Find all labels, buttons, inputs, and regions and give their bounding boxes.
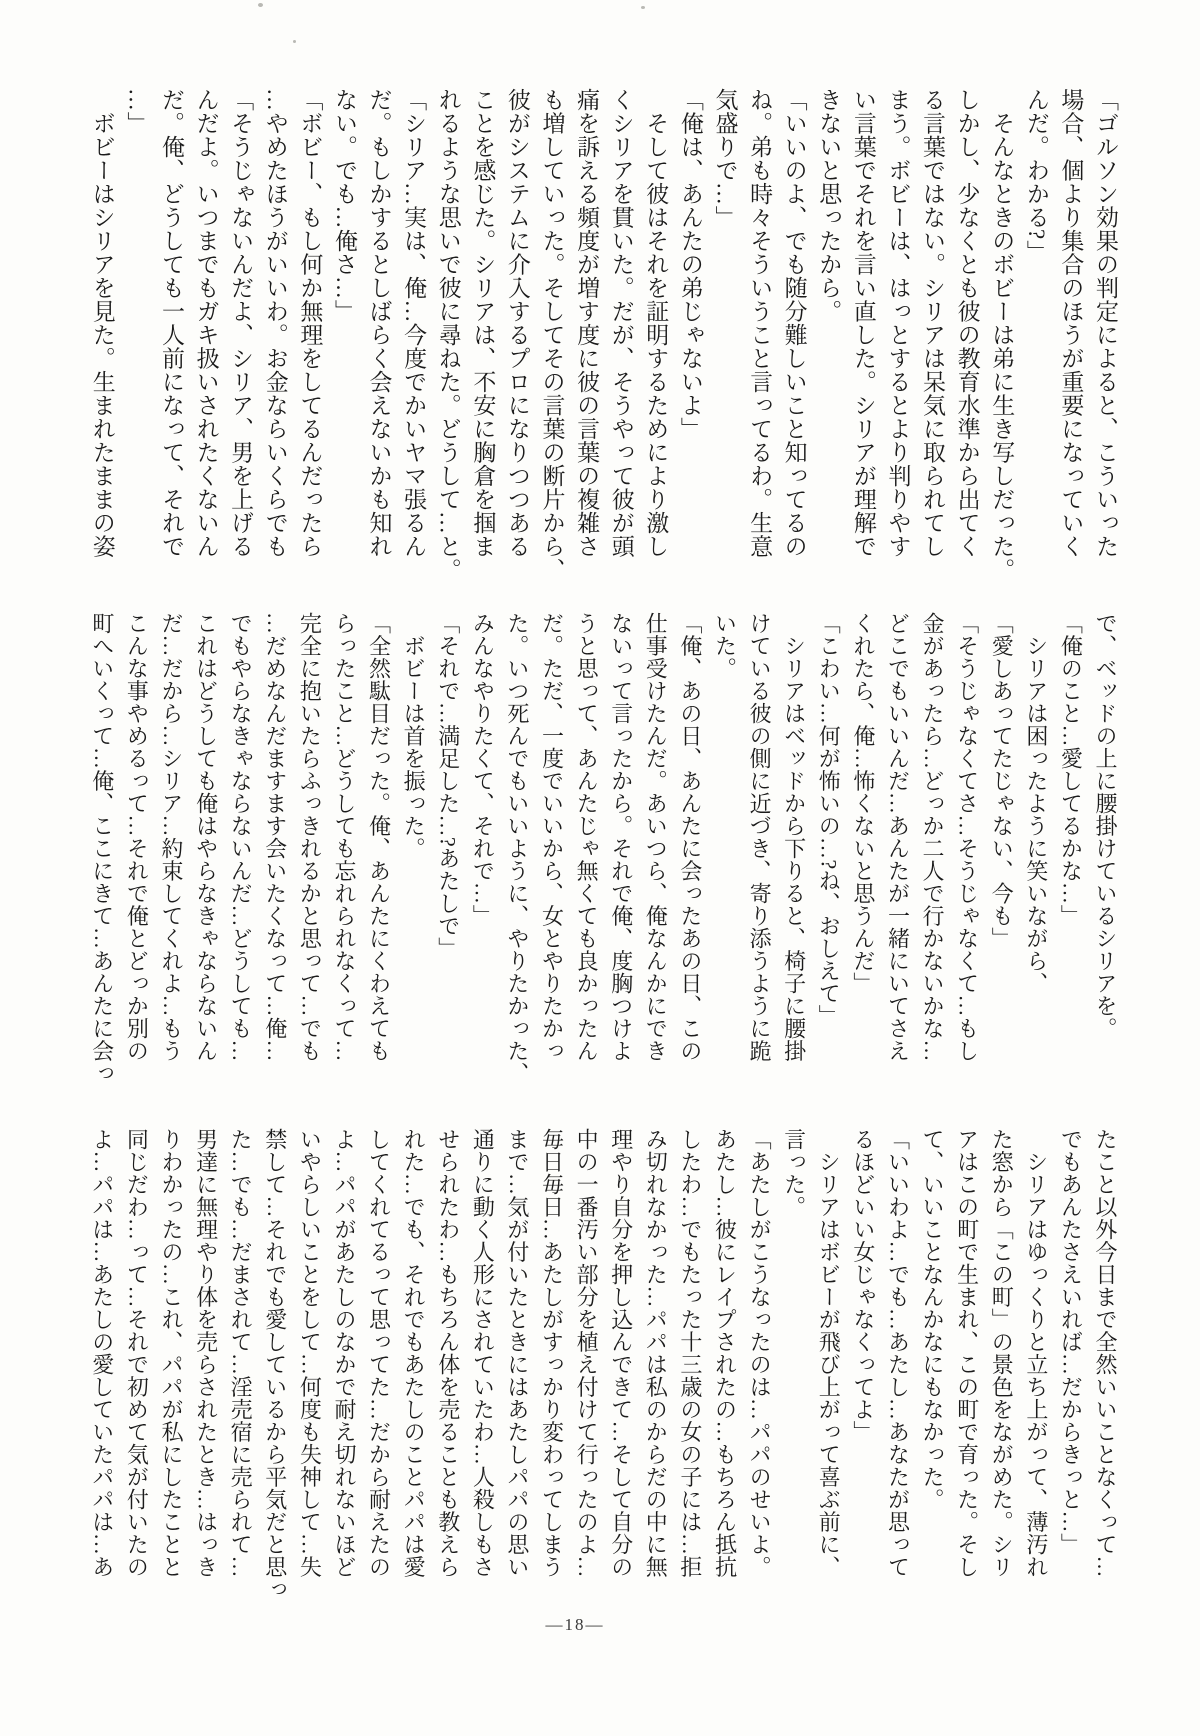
text-column: 彼がシステムに介入するプロになりつつある — [504, 88, 530, 558]
text-column: たこと以外今日まで全然いいことなくって… — [1093, 1128, 1118, 1578]
text-column: 「そうじゃなくてさ…そうじゃなくて…もし — [954, 612, 980, 1062]
text-column: りわかったの…これ、パパが私にしたことと — [158, 1128, 184, 1578]
text-column: ない。でも…俺さ…」 — [331, 88, 357, 323]
text-column: いやらしいことをして…何度も失神して…失 — [297, 1128, 323, 1578]
text-column: そして彼はそれを証明するためにより激し — [643, 88, 669, 558]
text-column: 「こわい…何が怖いの…?ね、おしえて」 — [816, 612, 842, 1028]
text-column: 「俺は、あんたの弟じゃないよ」 — [677, 88, 703, 441]
text-column: た。いつ死んでもいいように、やりたかった、 — [504, 612, 530, 1085]
text-column: れるような思いで彼に尋ねた。どうして…と。 — [435, 88, 461, 582]
text-column: …やめたほうがいいわ。お金ならいくらでも — [262, 88, 288, 558]
text-column: まう。ボビーは、はっとするとより判りやす — [885, 88, 911, 558]
text-column: 理やり自分を押し込んできて…そして自分の — [608, 1128, 634, 1578]
text-column: まで…気が付いたときにはあたしパパの思い — [504, 1128, 530, 1578]
text-column: けている彼の側に近づき、寄り添うように跪 — [747, 612, 773, 1062]
text-column: で、ベッドの上に腰掛けているシリアを。 — [1093, 612, 1118, 1040]
text-column: シリアは困ったように笑いながら、 — [1023, 612, 1049, 995]
text-column: 毎日毎日…あたしがすっかり変わってしまう — [539, 1128, 565, 1578]
text-column: 中の一番汚い部分を植え付けて行ったのよ… — [574, 1128, 600, 1578]
text-column: 「シリア…実は、俺…今度でかいヤマ張るん — [401, 88, 427, 558]
text-column: くれたら、俺…怖くないと思うんだ」 — [850, 612, 876, 995]
text-column: 「あたしがこうなったのは…パパのせいよ。 — [747, 1128, 773, 1578]
text-column: あたし…彼にレイプされたの…もちろん抵抗 — [712, 1128, 738, 1578]
text-column: くシリアを貫いた。だが、そうやって彼が頭 — [608, 88, 634, 558]
text-column: ね。弟も時々そういうこと言ってるわ。生意 — [747, 88, 773, 558]
text-column: い言葉でそれを言い直した。シリアが理解で — [850, 88, 876, 558]
text-column: 「そうじゃないんだよ、シリア、男を上げる — [228, 88, 254, 558]
text-band-middle — [84, 612, 1122, 1090]
text-column: らったこと…どうしても忘れられなくって… — [331, 612, 357, 1062]
text-column: よ…パパは…あたしの愛していたパパは…あ — [89, 1128, 115, 1578]
text-column: シリアはベッドから下りると、椅子に腰掛 — [781, 612, 807, 1062]
text-column: こんな事やめるって…それで俺とどっか別の — [124, 612, 150, 1062]
scan-speck — [258, 3, 263, 7]
text-column: してくれてるって思ってた…だから耐えたの — [366, 1128, 392, 1578]
text-column: でもあんたさえいれば…だからきっと…」 — [1058, 1128, 1084, 1556]
text-column: 「全然駄目だった。俺、あんたにくわえても — [366, 612, 392, 1062]
text-column: しかし、少なくとも彼の教育水準から出てく — [954, 88, 980, 558]
text-column: みんなやりたくて、それで…」 — [470, 612, 496, 927]
page-number: —18— — [545, 1615, 605, 1634]
text-column: 金があったら…どっか二人で行かないかな… — [920, 612, 946, 1062]
text-column: 「ゴルソン効果の判定によると、こういった — [1093, 88, 1118, 558]
text-column: だ…だから…シリア…約束してくれよ…もう — [158, 612, 184, 1062]
text-column: だ。もしかするとしばらく会えないかも知れ — [366, 88, 392, 558]
text-column: 「ボビー、もし何か無理をしてるんだったら — [297, 88, 323, 558]
text-column: きないと思ったから。 — [816, 88, 842, 323]
text-column: 言った。 — [781, 1128, 807, 1218]
text-column: 仕事受けたんだ。あいつら、俺なんかにでき — [643, 612, 669, 1062]
text-column: ボビーは首を振った。 — [401, 612, 427, 860]
text-column: したわ…でもたった十三歳の女の子には…拒 — [677, 1128, 703, 1578]
text-column: 「それで…満足した…?あたしで」 — [435, 612, 461, 960]
text-column: …だめなんだますます会いたくなって…俺… — [262, 612, 288, 1062]
text-column: も増していった。そしてその言葉の断片から、 — [539, 88, 565, 582]
text-column: 「俺のこと…愛してるかな…」 — [1058, 612, 1084, 927]
text-column: ことを感じた。シリアは、不安に胸倉を掴ま — [470, 88, 496, 558]
scan-speck — [293, 40, 296, 43]
text-column: んだ。わかる?」 — [1023, 88, 1049, 264]
text-column: これはどうしても俺はやらなきゃならないん — [193, 612, 219, 1062]
text-column: 同じだわ…って…それで初めて気が付いたの — [124, 1128, 150, 1578]
text-column: そんなときのボビーは弟に生き写しだった。 — [989, 88, 1015, 582]
text-column: …」 — [124, 88, 150, 135]
text-band-bottom — [84, 1128, 1122, 1606]
text-column: んだよ。いつまでもガキ扱いされたくないん — [193, 88, 219, 558]
scan-speck — [641, 6, 645, 9]
text-column: れた…でも、それでもあたしのことパパは愛 — [401, 1128, 427, 1578]
text-column: 通りに動く人形にされていたわ…人殺しもさ — [470, 1128, 496, 1578]
text-column: た窓から「この町」の景色をながめた。シリ — [989, 1128, 1015, 1578]
text-column: 男達に無理やり体を売らされたとき…はっき — [193, 1128, 219, 1578]
text-column: シリアはボビーが飛び上がって喜ぶ前に、 — [816, 1128, 842, 1578]
text-column: 禁して…それでも愛しているから平気だと思っ — [262, 1128, 288, 1601]
text-column: るほどいい女じゃなくってよ」 — [850, 1128, 876, 1443]
text-column: 「愛しあってたじゃない、今も」 — [989, 612, 1015, 950]
text-column: 完全に抱いたらふっきれるかと思って…でも — [297, 612, 323, 1062]
text-column: み切れなかった…パパは私のからだの中に無 — [643, 1128, 669, 1578]
text-column: て、いいことなんかなにもなかった。 — [920, 1128, 946, 1511]
text-column: シリアはゆっくりと立ち上がって、薄汚れ — [1023, 1128, 1049, 1578]
text-column: ボビーはシリアを見た。生まれたままの姿 — [89, 88, 115, 558]
text-column: 痛を訴える頻度が増す度に彼の言葉の複雑さ — [574, 88, 600, 558]
text-column: だ。ただ、一度でいいから、女とやりたかっ — [539, 612, 565, 1062]
text-column: る言葉ではない。シリアは呆気に取られてし — [920, 88, 946, 558]
text-column: 「いいわよ…でも…あたし…あなたが思って — [885, 1128, 911, 1578]
text-column: アはこの町で生まれ、この町で育った。そし — [954, 1128, 980, 1578]
text-column: いた。 — [712, 612, 738, 680]
text-column: 町へいくって…俺、ここにきて…あんたに会っ — [89, 612, 115, 1085]
text-column: でもやらなきゃならないんだ…どうしても… — [228, 612, 254, 1062]
text-column: ないって言ったから。それで俺、度胸つけよ — [608, 612, 634, 1062]
text-column: だ。俺、どうしても一人前になって、それで — [158, 88, 184, 558]
text-column: 「俺、あの日、あんたに会ったあの日、この — [677, 612, 703, 1062]
text-column: 「いいのよ、でも随分難しいこと知ってるの — [781, 88, 807, 558]
text-column: 場合、個より集合のほうが重要になっていく — [1058, 88, 1084, 558]
text-column: せられたわ…もちろん体を売ることも教えら — [435, 1128, 461, 1578]
text-column: 気盛りで…」 — [712, 88, 738, 229]
text-column: うと思って、あんたじゃ無くても良かったん — [574, 612, 600, 1062]
text-column: よ…パパがあたしのなかで耐え切れないほど — [331, 1128, 357, 1578]
text-column: た…でも…だまされて…淫売宿に売られて… — [228, 1128, 254, 1578]
text-column: どこでもいいんだ…あんたが一緒にいてさえ — [885, 612, 911, 1062]
text-band-top — [84, 88, 1122, 594]
